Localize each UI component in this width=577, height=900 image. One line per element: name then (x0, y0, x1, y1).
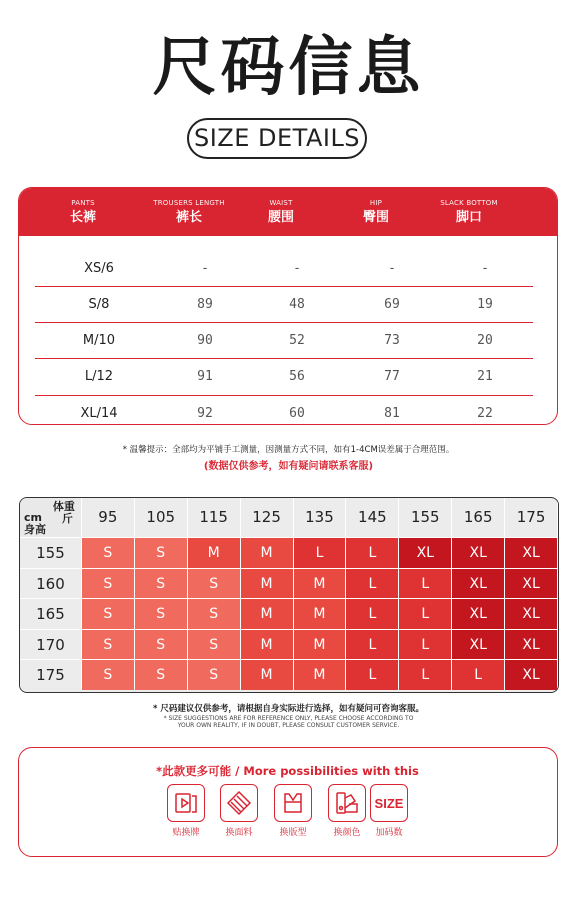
size-recommendation: XL (505, 629, 558, 660)
col-pants: PANTS 长裤 (69, 199, 96, 225)
size-recommendation: S (135, 629, 188, 660)
fit-grid-row (20, 568, 558, 599)
size-value: 77 (384, 369, 400, 385)
pattern-swap-icon (274, 784, 312, 822)
size-recommendation: XL (452, 598, 505, 629)
height-header: 155 (20, 537, 82, 568)
size-recommendation: L (346, 659, 399, 690)
size-recommendation: M (188, 537, 241, 568)
fit-grid-header (20, 498, 558, 537)
size-value: - (481, 260, 489, 276)
size-value: 52 (289, 332, 305, 348)
size-recommendation: S (135, 659, 188, 690)
size-row (35, 286, 533, 323)
height-header: 175 (20, 659, 82, 690)
col-trousers-length: TROUSERS LENGTH 裤长 (153, 199, 225, 225)
size-recommendation: S (135, 598, 188, 629)
size-recommendation: L (399, 598, 452, 629)
fit-grid-row (20, 659, 558, 690)
size-recommendation: M (294, 629, 347, 660)
size-recommendation: S (188, 659, 241, 690)
size-recommendation: XL (505, 659, 558, 690)
fit-grid-row (20, 537, 558, 568)
size-value: 60 (289, 405, 305, 421)
size-row (35, 250, 533, 287)
option-fabric-swap: 换面料 (220, 784, 258, 838)
size-row (35, 359, 533, 396)
suggest-note-cn: * 尺码建议仅供参考，请根据自身实际进行选择，如有疑问可咨询客服。 (153, 704, 424, 714)
weight-header: 135 (294, 498, 347, 537)
size-recommendation: L (452, 659, 505, 690)
size-value: 69 (384, 296, 400, 312)
size-recommendation: M (294, 568, 347, 599)
size-recommendation: M (241, 598, 294, 629)
size-recommendation: L (346, 629, 399, 660)
size-value: 19 (477, 296, 493, 312)
label-swap-icon (167, 784, 205, 822)
weight-header: 145 (346, 498, 399, 537)
color-swap-icon (328, 784, 366, 822)
option-size-add: SIZE 加码数 (370, 784, 408, 838)
size-value: - (293, 260, 301, 276)
size-value: 91 (197, 369, 213, 385)
size-recommendation: XL (452, 537, 505, 568)
size-row (35, 322, 533, 359)
size-recommendation: L (399, 629, 452, 660)
fit-grid-corner: 体重 斤 cm 身高 (20, 498, 82, 537)
size-recommendation: L (346, 537, 399, 568)
suggest-note-en: * SIZE SUGGESTIONS ARE FOR REFERENCE ONLY, PLEASE CHOOSE ACCORDING TO YOUR OWN REALITY, IF IN DOUBT, PLEASE CONSULT CUSTOMER SERVICE. (163, 715, 414, 729)
customization-title: *此款更多可能 / More possibilities with this (156, 764, 419, 778)
size-recommendation: L (346, 568, 399, 599)
size-value: 73 (384, 332, 400, 348)
size-recommendation: S (135, 568, 188, 599)
fit-grid-row (20, 598, 558, 629)
size-value: 22 (477, 405, 493, 421)
height-header: 165 (20, 598, 82, 629)
size-recommendation: S (82, 568, 135, 599)
size-value: - (201, 260, 209, 276)
size-recommendation: XL (505, 568, 558, 599)
size-recommendation: XL (452, 568, 505, 599)
size-recommendation: S (188, 629, 241, 660)
size-label: XS/6 (84, 260, 114, 276)
col-slack-bottom: SLACK BOTTOM 脚口 (440, 199, 498, 225)
size-recommendation: L (399, 568, 452, 599)
size-recommendation: XL (505, 598, 558, 629)
size-recommendation: M (294, 598, 347, 629)
reference-note: (数据仅供参考，如有疑问请联系客服) (203, 461, 374, 472)
size-row (35, 395, 533, 425)
option-label-swap: 贴换牌 (167, 784, 205, 838)
size-value: 90 (197, 332, 213, 348)
height-header: 170 (20, 629, 82, 660)
size-recommendation: M (241, 537, 294, 568)
weight-header: 165 (452, 498, 505, 537)
size-recommendation: S (82, 537, 135, 568)
size-recommendation: M (241, 629, 294, 660)
size-recommendation: M (241, 568, 294, 599)
size-table-header (19, 188, 557, 236)
size-recommendation: XL (505, 537, 558, 568)
size-value: 20 (477, 332, 493, 348)
option-color-swap: 换颜色 (328, 784, 366, 838)
weight-header: 125 (241, 498, 294, 537)
size-add-icon: SIZE (370, 784, 408, 822)
weight-header: 95 (82, 498, 135, 537)
height-header: 160 (20, 568, 82, 599)
fit-grid-row (20, 629, 558, 660)
weight-header: 105 (135, 498, 188, 537)
size-recommendation: XL (452, 629, 505, 660)
size-label: L/12 (84, 369, 114, 385)
size-value: 21 (477, 369, 493, 385)
size-label: M/10 (82, 332, 116, 348)
size-value: 89 (197, 296, 213, 312)
customization-card (18, 747, 558, 857)
size-recommendation: S (82, 659, 135, 690)
size-label: XL/14 (80, 405, 118, 421)
fabric-swap-icon (220, 784, 258, 822)
size-recommendation: M (241, 659, 294, 690)
size-table (18, 187, 558, 425)
size-recommendation: XL (399, 537, 452, 568)
size-recommendation: L (294, 537, 347, 568)
size-value: 56 (289, 369, 305, 385)
size-value: 92 (197, 405, 213, 421)
size-label: S/8 (88, 296, 110, 312)
size-recommendation: S (188, 568, 241, 599)
col-waist: WAIST 腰围 (267, 199, 294, 225)
size-recommendation: S (82, 629, 135, 660)
size-recommendation: S (188, 598, 241, 629)
size-value: - (388, 260, 396, 276)
measure-note: * 温馨提示：全部均为平铺手工测量，因测量方式不同，如有1-4CM误差属于合理范围。 (122, 445, 455, 455)
size-recommendation: L (399, 659, 452, 690)
size-recommendation: S (82, 598, 135, 629)
size-recommendation: M (294, 659, 347, 690)
page-title: 尺码信息 (152, 31, 425, 105)
size-value: 81 (384, 405, 400, 421)
size-recommendation: L (346, 598, 399, 629)
page-subtitle: SIZE DETAILS (187, 118, 367, 159)
weight-header: 115 (188, 498, 241, 537)
size-value: 48 (289, 296, 305, 312)
fit-grid (19, 497, 559, 693)
option-pattern-swap: 换版型 (274, 784, 312, 838)
weight-header: 155 (399, 498, 452, 537)
size-recommendation: S (135, 537, 188, 568)
col-hip: HIP 臀围 (362, 199, 389, 225)
weight-header: 175 (505, 498, 558, 537)
